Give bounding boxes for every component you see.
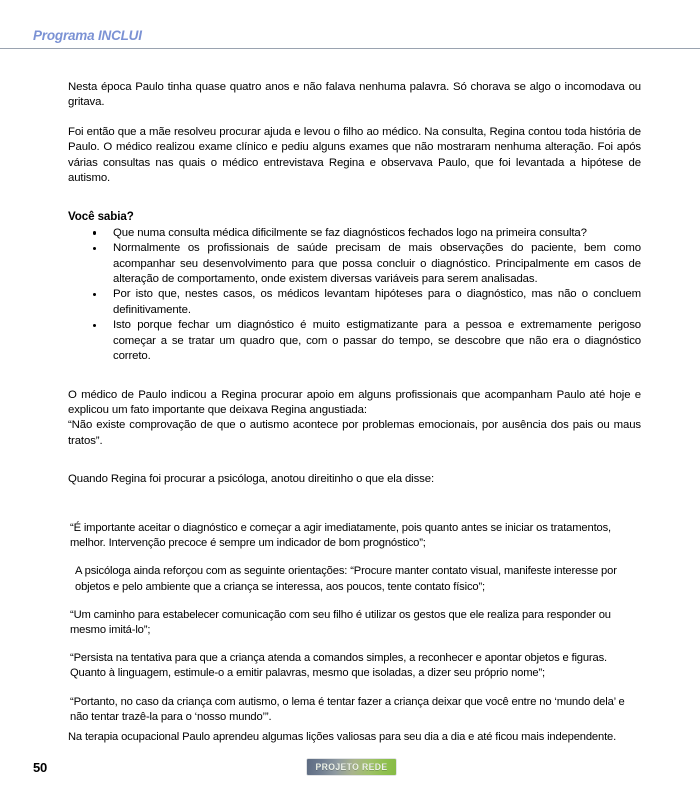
quote-1: “É importante aceitar o diagnóstico e começar a agir imediatamente, pois quanto antes se iniciar os tratamentos, melhor. Intervenção precoce é sempre um indicador de bom prognóstico”; <box>70 522 612 550</box>
quote-5: “Portanto, no caso da criança com autismo, o lema é tentar fazer a criança deixar que você entre no ‘mundo dela’ e não tentar trazê-la para o ‘nosso mundo’”. <box>70 695 625 723</box>
running-header-title: Programa INCLUI <box>33 28 142 43</box>
closing-paragraph: Na terapia ocupacional Paulo aprendeu algumas lições valiosas para seu dia a dia e até ficou mais independente. <box>68 731 617 743</box>
bullet-dot-icon <box>93 247 96 250</box>
spacer-before-section <box>68 200 641 209</box>
list-item <box>68 287 641 318</box>
bullet-dot-icon <box>93 293 96 296</box>
did-you-know-list <box>68 226 641 365</box>
body-paragraph-3: O médico de Paulo indicou a Regina procurar apoio em alguns profissionais que acompanham Paulo até hoje e explicou um fato importante que deixava Regina angustiada: <box>68 388 641 416</box>
list-item-text: Por isto que, nestes casos, os médicos levantam hipóteses para o diagnóstico, mas não o concluem definitivamente. <box>113 288 641 316</box>
list-item <box>68 226 641 241</box>
list-item-text: Que numa consulta médica dificilmente se faz diagnósticos fechados logo na primeira consulta? <box>113 226 587 239</box>
page-footer <box>0 752 700 800</box>
quote-2: A psicóloga ainda reforçou com as seguinte orientações: “Procure manter contato visual, manifeste interesse por objetos e pelo ambiente que a criança se interessa, aos poucos, tente contato físico”; <box>75 565 617 593</box>
page-number: 50 <box>33 760 48 775</box>
document-body <box>68 80 641 502</box>
list-item-text: Isto porque fechar um diagnóstico é muito estigmatizante para a pessoa e extremamente perigoso começar a se tratar um quadro que, com o passar do tempo, se descobre que não era o diagnóstico correto. <box>113 319 641 363</box>
spacer-before-paragraph-5 <box>68 463 641 472</box>
projeto-rede-logo <box>307 759 396 775</box>
quote-4: “Persista na tentativa para que a criança atenda a comandos simples, a reconhecer e apontar objetos e figuras. Quanto à linguagem, estimule-o a emitir palavras, mesmo que isoladas, a dizer seu próprio nome”; <box>70 652 607 680</box>
body-paragraph-5: Quando Regina foi procurar a psicóloga, anotou direitinho o que ela disse: <box>68 473 434 486</box>
running-header <box>0 28 700 50</box>
spacer-after-list-2 <box>68 379 641 388</box>
closing-block <box>68 730 643 745</box>
header-divider <box>0 48 700 49</box>
quote-3: “Um caminho para estabelecer comunicação com seu filho é utilizar os gestos que ele realiza para responder ou mesmo imitá-lo”; <box>70 608 611 637</box>
bullet-dot-icon <box>93 231 96 234</box>
body-paragraph-4-quote: “Não existe comprovação de que o autismo acontece por problemas emocionais, por ausência dos pais ou maus tratos”. <box>68 419 641 447</box>
body-paragraph-2: Foi então que a mãe resolveu procurar ajuda e levou o filho ao médico. Na consulta, Regina contou toda história de Paulo. O médico realizou exame clínico e pediu alguns exames que não mostraram nenhuma alteração. Foi após várias consultas nas quais o médico entrevistava Regina e observava Paulo, que foi levantada a hipótese de autismo. <box>68 125 641 185</box>
bullet-dot-icon <box>93 324 96 327</box>
section-title-voce-sabia: Você sabia? <box>68 210 134 224</box>
projeto-rede-logo-text: PROJETO REDE <box>315 761 388 773</box>
body-paragraph-1: Nesta época Paulo tinha quase quatro anos e não falava nenhuma palavra. Só chorava se algo o incomodava ou gritava. <box>68 81 641 109</box>
list-item <box>68 241 641 287</box>
psychologist-quotes-block <box>70 521 645 725</box>
spacer-after-list <box>68 365 641 379</box>
list-item-text: Normalmente os profissionais de saúde precisam de mais observações do paciente, bem como acompanhar seu desenvolvimento para que possa concluir o diagnóstico. Principalmente em casos de alteração de comportamento, onde existem diversas variáveis para serem analisadas. <box>113 242 641 286</box>
list-item <box>68 318 641 364</box>
